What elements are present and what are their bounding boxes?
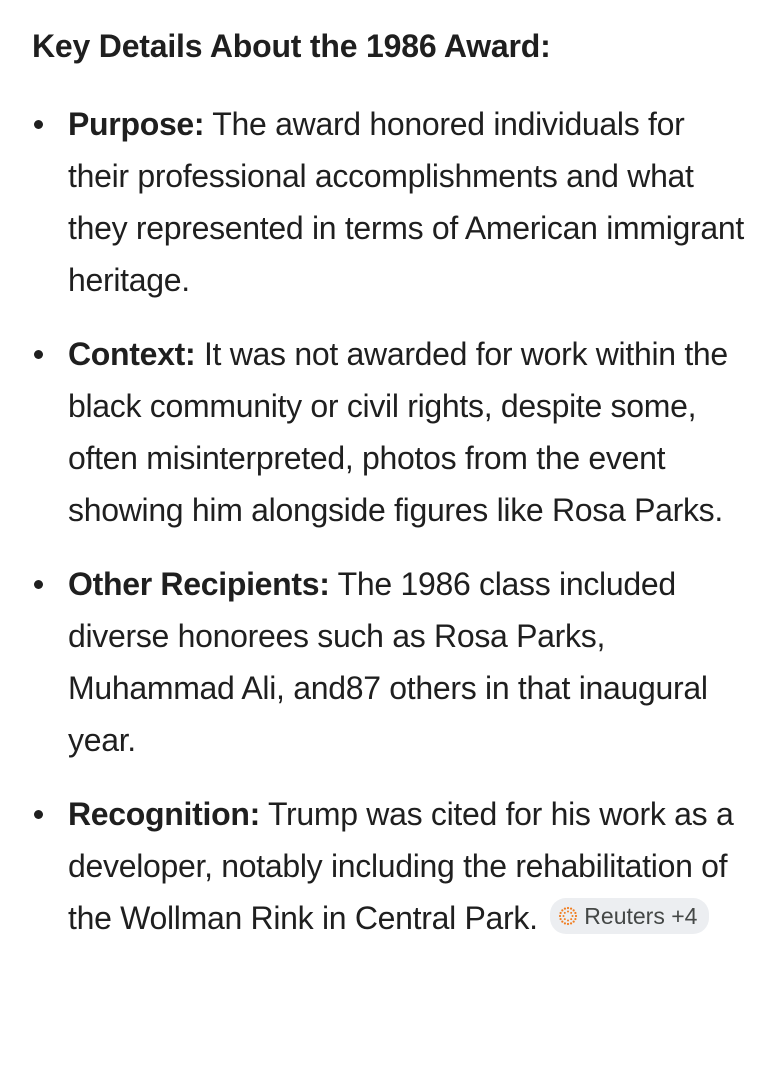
item-text: The 1986 class included diverse honorees such as Rosa Parks, Muhammad Ali, and87 others in that inaugural year. (68, 566, 708, 758)
item-text: It was not awarded for work within the black community or civil rights, despite some, often misinterpreted, photos from the event showing him alongside figures like Rosa Parks. (68, 336, 728, 528)
list-item-recognition (32, 788, 747, 944)
section-heading: Key Details About the 1986 Award: (32, 28, 551, 64)
item-term: Purpose: (68, 106, 205, 142)
bullet-icon (34, 810, 43, 819)
item-term: Context: (68, 336, 196, 372)
source-chip-label: Reuters +4 (584, 903, 698, 929)
list-item-purpose (32, 98, 747, 306)
item-text: The award honored individuals for their professional accomplishments and what they represented in terms of American immigrant heritage. (68, 106, 744, 298)
bullet-icon (34, 120, 43, 129)
list-item-context (32, 328, 747, 536)
bullet-icon (34, 350, 43, 359)
list-item-other-recipients (32, 558, 747, 766)
item-term: Recognition: (68, 796, 260, 832)
details-list (32, 98, 747, 944)
source-chip-button[interactable] (550, 898, 709, 934)
reuters-logo-icon (558, 906, 578, 926)
bullet-icon (34, 580, 43, 589)
item-text: Trump was cited for his work as a developer, notably including the rehabilitation of the Wollman Rink in Central Park. (68, 796, 734, 936)
item-term: Other Recipients: (68, 566, 330, 602)
